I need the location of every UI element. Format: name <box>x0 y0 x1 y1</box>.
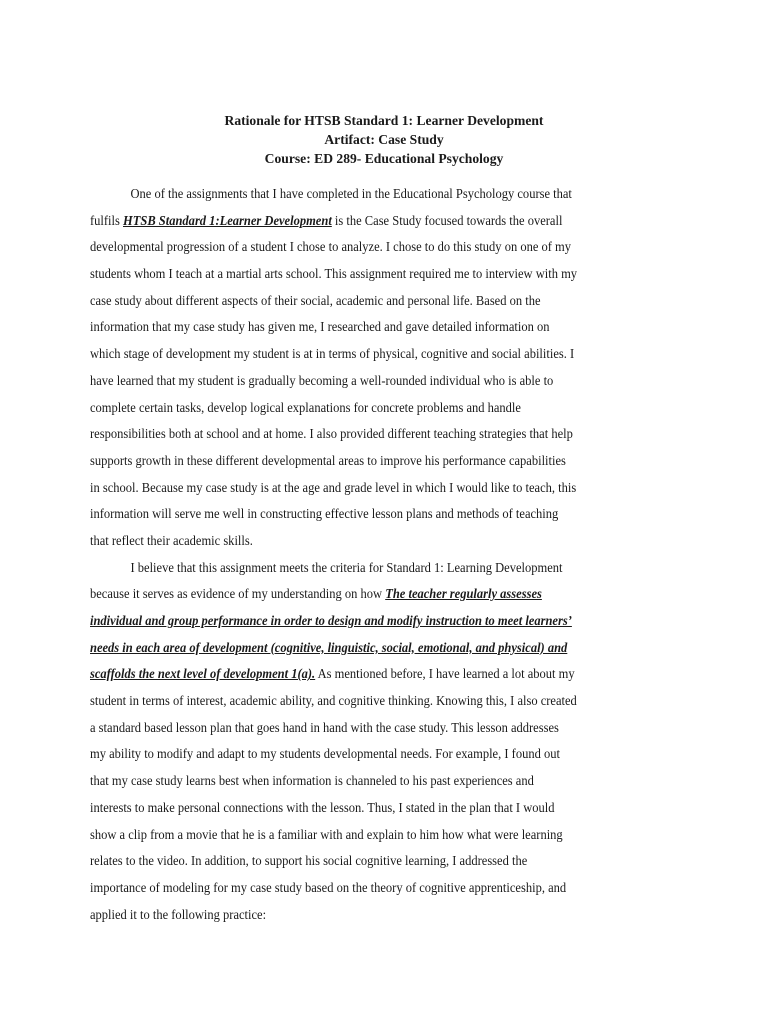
text-line <box>90 795 642 822</box>
text-line <box>90 421 642 448</box>
text-line <box>90 848 642 875</box>
text-segment: a standard based lesson plan that goes hand in hand with the case study. This lesson addresses <box>90 719 559 735</box>
text-line <box>90 902 642 929</box>
heading-title: Rationale for HTSB Standard 1: Learner Development <box>224 113 544 128</box>
emphasized-text: scaffolds the next level of development 1(a). <box>90 666 316 682</box>
text-segment: I believe that this assignment meets the criteria for Standard 1: Learning Development <box>130 559 563 575</box>
text-segment: One of the assignments that I have completed in the Educational Psychology course that <box>130 186 572 201</box>
text-line <box>90 448 642 475</box>
text-segment: information that my case study has given me, I researched and gave detailed information on <box>90 319 550 335</box>
text-segment: students whom I teach at a martial arts school. This assignment required me to interview with my <box>90 266 578 282</box>
text-line <box>90 661 642 688</box>
text-segment: my ability to modify and adapt to my students developmental needs. For example, I found out <box>90 746 560 762</box>
text-segment: which stage of development my student is at in terms of physical, cognitive and social abilities. I <box>90 346 575 362</box>
text-line <box>90 288 642 315</box>
text-line <box>90 875 642 902</box>
emphasized-text: individual and group performance in order to design and modify instruction to meet learners’ <box>90 613 572 628</box>
text-segment: case study about different aspects of their social, academic and personal life. Based on the <box>90 292 541 308</box>
text-segment: that reflect their academic skills. <box>90 532 253 548</box>
text-segment: that my case study learns best when information is channeled to his past experiences and <box>90 773 534 789</box>
text-line <box>90 181 642 208</box>
text-line <box>90 822 642 849</box>
text-segment: responsibilities both at school and at home. I also provided different teaching strategies that help <box>90 426 573 442</box>
text-line <box>90 555 642 582</box>
text-segment: complete certain tasks, develop logical explanations for concrete problems and handle <box>90 399 521 415</box>
text-line <box>90 314 642 341</box>
text-segment: show a clip from a movie that he is a familiar with and explain to him how what were learning <box>90 826 563 842</box>
text-line <box>90 501 642 528</box>
emphasized-text: HTSB Standard 1:Learner Development <box>123 212 332 228</box>
heading-artifact: Artifact: Case Study <box>324 132 444 147</box>
text-line <box>90 768 642 795</box>
text-segment: fulfils <box>90 212 124 228</box>
heading-course: Course: ED 289- Educational Psychology <box>264 151 504 166</box>
emphasized-text: The teacher regularly assesses <box>385 586 542 602</box>
text-segment: student in terms of interest, academic ability, and cognitive thinking. Knowing this, I also created <box>90 693 577 709</box>
text-segment: information will serve me well in constructing effective lesson plans and methods of teaching <box>90 506 559 522</box>
text-line <box>90 635 642 662</box>
document-heading <box>0 111 768 168</box>
text-segment: relates to the video. In addition, to support his social cognitive learning, I addressed the <box>90 853 528 869</box>
text-segment: developmental progression of a student I chose to analyze. I chose to do this study on one of my <box>90 239 572 255</box>
emphasized-text: needs in each area of development (cognitive, linguistic, social, emotional, and physical) and <box>90 639 568 655</box>
text-line <box>90 741 642 768</box>
text-line <box>90 715 642 742</box>
text-line <box>90 261 642 288</box>
text-line <box>90 234 642 261</box>
text-line <box>90 608 642 635</box>
text-line <box>90 581 642 608</box>
text-segment: importance of modeling for my case study based on the theory of cognitive apprenticeship, and <box>90 879 567 895</box>
text-segment: As mentioned before, I have learned a lot about my <box>315 666 575 682</box>
text-segment: because it serves as evidence of my understanding on how <box>90 586 386 602</box>
text-line <box>90 341 642 368</box>
text-segment: is the Case Study focused towards the overall <box>331 212 563 228</box>
text-segment: have learned that my student is gradually becoming a well-rounded individual who is able to <box>90 372 554 388</box>
text-segment: in school. Because my case study is at the age and grade level in which I would like to teach, this <box>90 479 577 495</box>
text-line <box>90 395 642 422</box>
text-line <box>90 475 642 502</box>
text-segment: applied it to the following practice: <box>90 906 267 922</box>
text-line <box>90 688 642 715</box>
document-body <box>90 181 642 928</box>
text-segment: interests to make personal connections with the lesson. Thus, I stated in the plan that I would <box>90 799 555 815</box>
text-line <box>90 208 642 235</box>
text-segment: supports growth in these different developmental areas to improve his performance capabilities <box>90 452 566 468</box>
text-line <box>90 368 642 395</box>
text-line <box>90 528 642 555</box>
